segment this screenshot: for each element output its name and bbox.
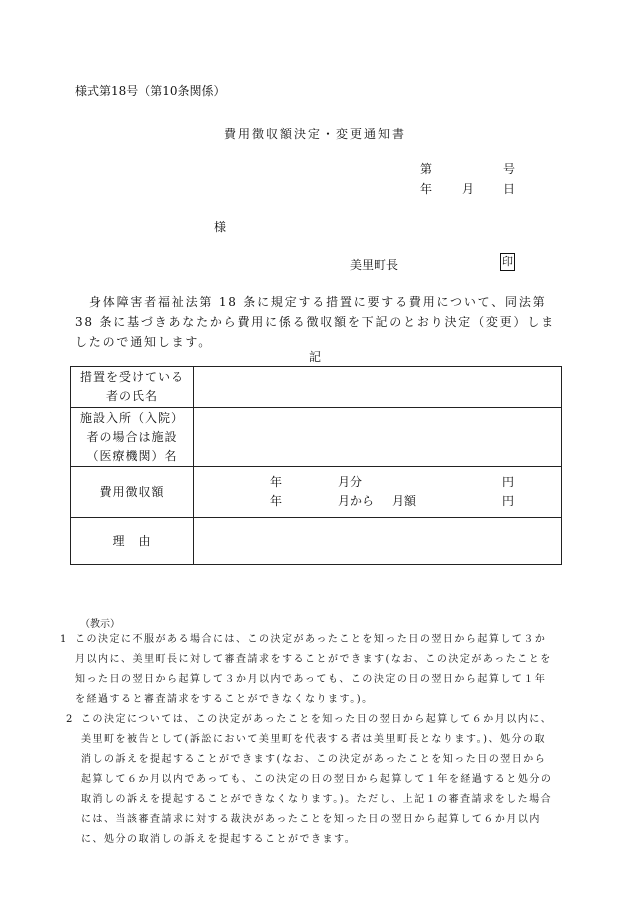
addressee-honorific: 様 [214, 220, 227, 234]
recipient-name-label: 措置を受けている 者の氏名 [71, 367, 194, 408]
instruction-heading: （教示） [80, 619, 120, 630]
fee-yen-label: 円 [502, 494, 515, 508]
table-row [71, 467, 562, 518]
fee-amount-field[interactable] [194, 467, 562, 518]
seal-mark: 印 [500, 253, 515, 271]
instruction-text: この決定については、この決定があったことを知った日の翌日から起算して６か月以内に、美里町を被告として(訴訟において美里町を代表する者は美里町長となります。)、処分の取消しの訴えを提起することができます(なお、この決定があったことを知った日の翌日から起算して６か月以内であっても、この決定の日の翌日から起算して１年を経過すると処分の取消しの訴えを提起することができなくなります。)。ただし、上記１の審査請求をした場合には、当該審査請求に対する裁決があったことを知った日の翌日から起算して６か月以内に、処分の取消しの訴えを提起することができます。 [81, 714, 553, 845]
fee-line-monthly [194, 492, 561, 511]
notice-number-suffix: 号 [503, 162, 516, 176]
fee-monthly-label: 月額 [392, 494, 417, 508]
form-number: 様式第18号（第10条関係） [75, 84, 226, 98]
facility-name-field[interactable] [194, 408, 562, 467]
instruction-number: 2 [66, 714, 74, 725]
details-table [70, 366, 562, 565]
fee-yen-label: 円 [502, 475, 515, 489]
reason-field[interactable] [194, 518, 562, 565]
table-row [71, 408, 562, 467]
fee-year-label: 年 [270, 494, 283, 508]
table-row [71, 367, 562, 408]
document-title: 費用徴収額決定・変更通知書 [223, 127, 406, 141]
fee-amount-label: 費用徴収額 [71, 467, 194, 518]
issuer-name: 美里町長 [350, 258, 399, 272]
date-month-label: 月 [462, 182, 475, 196]
ki-heading: 記 [308, 350, 321, 364]
date-year-label: 年 [420, 182, 433, 196]
instruction-number: 1 [60, 634, 68, 645]
fee-line-single [194, 473, 561, 492]
reason-label: 理 由 [71, 518, 194, 565]
table-row [71, 518, 562, 565]
fee-month-label: 月分 [338, 475, 363, 489]
fee-year-label: 年 [270, 475, 283, 489]
facility-name-label: 施設入所（入院） 者の場合は施設 （医療機関）名 [71, 408, 194, 467]
recipient-name-field[interactable] [194, 367, 562, 408]
fee-from-month-label: 月から [338, 494, 375, 508]
notice-number-prefix: 第 [420, 162, 433, 176]
notice-paragraph: 身体障害者福祉法第 18 条に規定する措置に要する費用について、同法第 38 条に基づきあなたから費用に係る徴収額を下記のとおり決定（変更）しましたので通知します。 [75, 295, 555, 349]
date-day-label: 日 [503, 182, 516, 196]
instruction-text: この決定に不服がある場合には、この決定があったことを知った日の翌日から起算して３か月以内に、美里町長に対して審査請求をすることができます(なお、この決定があったことを知った日の翌日から起算して３か月以内であっても、この決定の日の翌日から起算して１年を経過すると審査請求をすることができなくなります。)。 [75, 634, 552, 705]
